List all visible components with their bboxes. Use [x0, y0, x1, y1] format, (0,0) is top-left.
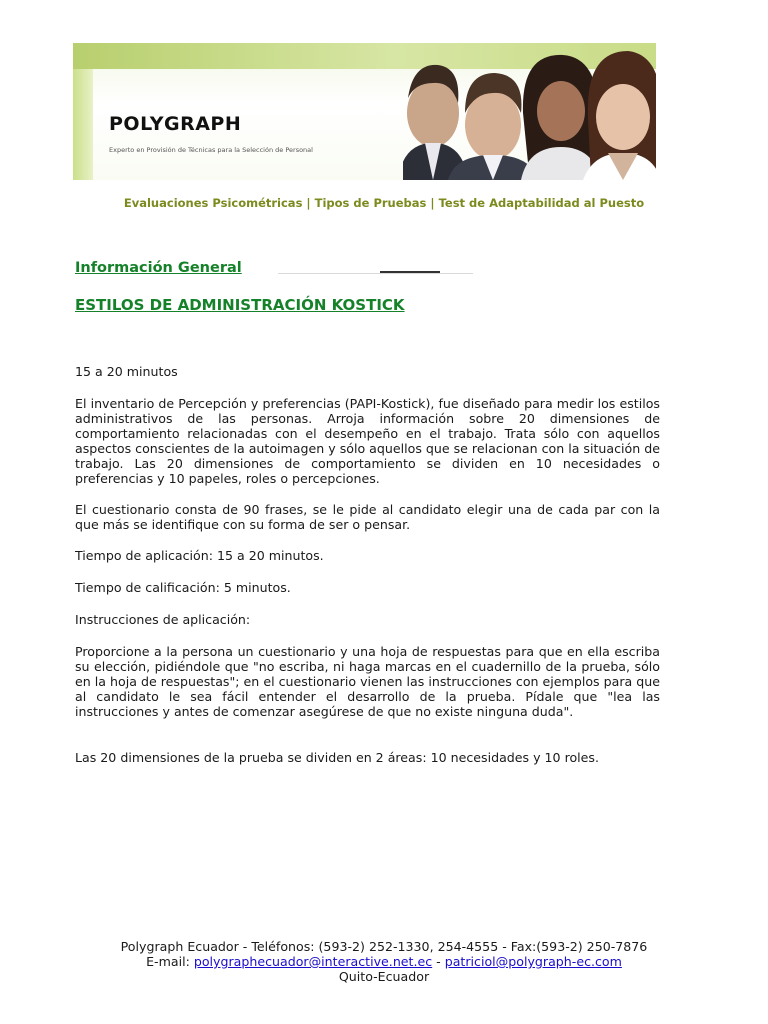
footer-email-label: E-mail: — [146, 954, 194, 969]
heading-informacion-general: Información General — [75, 260, 242, 276]
person-woman-right — [583, 51, 656, 180]
header-banner — [73, 43, 656, 180]
paragraph-scoring-time: Tiempo de calificación: 5 minutos. — [75, 580, 291, 595]
nav-link-test-adaptabilidad[interactable]: Test de Adaptabilidad al Puesto — [438, 196, 645, 210]
footer-email-separator: - — [432, 954, 445, 969]
banner-subtitle: Experto en Provisión de Técnicas para la Selección de Personal — [109, 146, 313, 154]
paragraph-questionnaire: El cuestionario consta de 90 frases, se le pide al candidato elegir una de cada par con la que más se identifique con su forma de ser o pensar. — [75, 502, 660, 532]
footer-location: Quito-Ecuador — [338, 969, 430, 984]
banner-people-photo — [403, 43, 656, 180]
footer-contact-phones: Polygraph Ecuador - Teléfonos: (593-2) 252-1330, 254-4555 - Fax:(593-2) 250-7876 — [120, 939, 648, 954]
email-link-polygraphecuador[interactable]: polygraphecuador@interactive.net.ec — [193, 954, 433, 969]
paragraph-duration: 15 a 20 minutos — [75, 364, 178, 379]
paragraph-instructions-heading: Instrucciones de aplicación: — [75, 612, 251, 627]
top-navigation — [0, 196, 768, 210]
paragraph-description: El inventario de Percepción y preferencias (PAPI-Kostick), fue diseñado para medir los estilos administrativos de las personas. Arroja información sobre 20 dimensiones de comportamiento relacionadas con el desempeño en el trabajo. Trata sólo con aquellos aspectos conscientes de la autoimagen y sólo aquellos que se relacionan con la situación de trabajo. Las 20 dimensiones de comportamiento se dividen en 10 necesidades o preferencias y 10 papeles, roles o percepciones. — [75, 396, 660, 486]
person-man-left — [403, 65, 468, 180]
nav-link-evaluaciones[interactable]: Evaluaciones Psicométricas — [123, 196, 303, 210]
footer-email-line — [0, 954, 768, 969]
heading-document-title: ESTILOS DE ADMINISTRACIÓN KOSTICK — [75, 296, 405, 314]
banner-left-stripe — [73, 69, 93, 180]
heading-divider-dark — [380, 271, 440, 273]
paragraph-dimensions: Las 20 dimensiones de la prueba se dividen en 2 áreas: 10 necesidades y 10 roles. — [75, 750, 599, 765]
nav-separator: | — [426, 196, 439, 210]
heading-divider — [278, 273, 473, 274]
banner-logo-title: POLYGRAPH — [109, 113, 242, 135]
paragraph-application-time: Tiempo de aplicación: 15 a 20 minutos. — [75, 548, 324, 563]
nav-separator: | — [302, 196, 315, 210]
nav-link-tipos-pruebas[interactable]: Tipos de Pruebas — [314, 196, 427, 210]
paragraph-instructions: Proporcione a la persona un cuestionario y una hoja de respuestas para que en ella escriba su elección, pidiéndole que "no escriba, ni haga marcas en el cuadernillo de la prueba, sólo en la hoja de respuestas"; en el cuestionario vienen las instrucciones con ejemplos para que al candidato le sea fácil entender el desarrollo de la prueba. Pídale que "lea las instrucciones y antes de comenzar asegúrese de que no existe ninguna duda". — [75, 644, 660, 719]
email-link-patriciol[interactable]: patriciol@polygraph-ec.com — [444, 954, 622, 969]
page-footer — [0, 939, 768, 984]
